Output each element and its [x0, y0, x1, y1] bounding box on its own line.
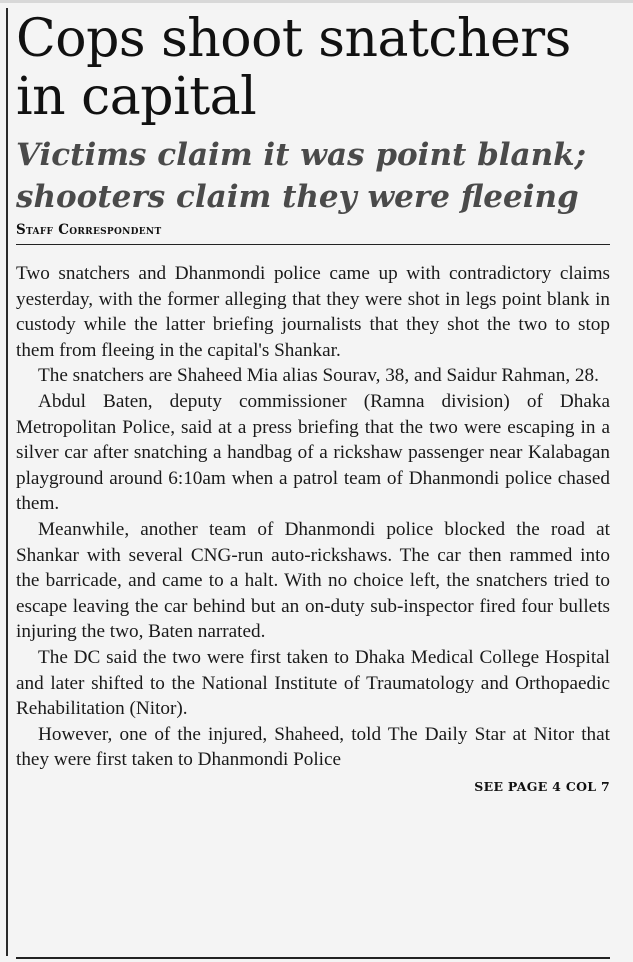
paragraph-4: Meanwhile, another team of Dhanmondi police blocked the road at Shankar with several CNG-run auto-rickshaws. The car then rammed into the barricade, and came to a halt. With no choice left, the snatchers tried to escape leaving the car behind but an on-duty sub-inspector fired four bullets injuring the two, Baten narrated. — [16, 518, 610, 643]
paragraph-1: Two snatchers and Dhanmondi police came up with contradictory claims yesterday, with the former alleging that they were shot in legs point blank in custody while the latter briefing journalists that they shot the two to stop them from fleeing in the capital's Shankar. — [16, 263, 610, 361]
paragraph-2: The snatchers are Shaheed Mia alias Sourav, 38, and Saidur Rahman, 28. — [38, 365, 599, 387]
subheadline-line-2: shooters claim they were fleeing — [16, 179, 579, 215]
article-body — [16, 261, 610, 773]
byline: Staff Correspondent — [16, 222, 610, 245]
paragraph-3: Abdul Baten, deputy commissioner (Ramna division) of Dhaka Metropolitan Police, said at a press briefing that the two were escaping in a silver car after snatching a handbag of a rickshaw passenger near Kalabagan playground around 6:10am when a patrol team of Dhanmondi police chased them. — [16, 390, 610, 515]
continuation-jump-line: SEE PAGE 4 COL 7 — [474, 778, 610, 794]
news-article — [16, 10, 610, 794]
paragraph-5: The DC said the two were first taken to Dhaka Medical College Hospital and later shifted to the National Institute of Traumatology and Orthopaedic Rehabilitation (Nitor). — [16, 646, 610, 720]
subheadline-line-1: Victims claim it was point blank; — [16, 137, 587, 173]
page-edge — [0, 0, 633, 3]
column-rule-left — [6, 8, 8, 956]
headline-line-2: in capital — [16, 67, 257, 127]
bottom-rule — [16, 957, 610, 959]
paragraph-6: However, one of the injured, Shaheed, told The Daily Star at Nitor that they were first taken to Dhanmondi Police — [16, 723, 610, 771]
headline — [16, 10, 610, 126]
subheadline — [16, 134, 610, 218]
headline-line-1: Cops shoot snatchers — [16, 9, 571, 69]
